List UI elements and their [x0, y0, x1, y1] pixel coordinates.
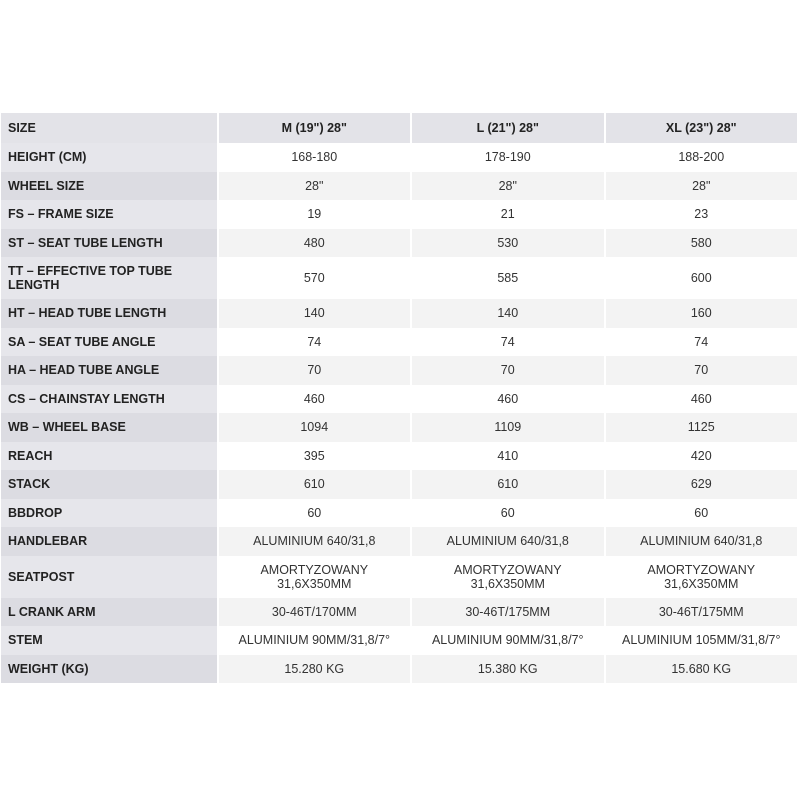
table-row — [1, 200, 797, 229]
row-value-xl: 60 — [606, 499, 798, 528]
row-value-m: 60 — [219, 499, 410, 528]
row-value-xl: 580 — [606, 229, 798, 258]
table-row — [1, 556, 797, 598]
row-value-m: 570 — [219, 257, 410, 299]
row-value-xl: 74 — [606, 328, 798, 357]
row-value-l: AMORTYZOWANY 31,6X350MM — [412, 556, 603, 598]
row-value-m: 140 — [219, 299, 410, 328]
row-value-xl: 1125 — [606, 413, 798, 442]
row-value-l: 30-46T/175MM — [412, 598, 603, 627]
row-value-xl: ALUMINIUM 105MM/31,8/7° — [606, 626, 798, 655]
row-value-m: 70 — [219, 356, 410, 385]
row-value-xl: 460 — [606, 385, 798, 414]
row-value-xl: 70 — [606, 356, 798, 385]
row-value-m: 480 — [219, 229, 410, 258]
table-row — [1, 299, 797, 328]
row-value-xl: 600 — [606, 257, 798, 299]
row-label: WHEEL SIZE — [1, 172, 217, 201]
row-label: L CRANK ARM — [1, 598, 217, 627]
table-row — [1, 356, 797, 385]
row-value-l: 585 — [412, 257, 603, 299]
header-label: SIZE — [1, 113, 217, 143]
row-value-m: 395 — [219, 442, 410, 471]
row-label: HANDLEBAR — [1, 527, 217, 556]
row-label: SEATPOST — [1, 556, 217, 598]
row-value-m: ALUMINIUM 640/31,8 — [219, 527, 410, 556]
header-size-xl: XL (23") 28" — [606, 113, 798, 143]
row-value-l: 410 — [412, 442, 603, 471]
row-value-xl: 188-200 — [606, 143, 798, 172]
row-value-m: AMORTYZOWANY 31,6X350MM — [219, 556, 410, 598]
row-value-l: 70 — [412, 356, 603, 385]
table-row — [1, 442, 797, 471]
row-value-l: 21 — [412, 200, 603, 229]
table-row — [1, 470, 797, 499]
row-value-m: 460 — [219, 385, 410, 414]
row-label: TT – EFFECTIVE TOP TUBE LENGTH — [1, 257, 217, 299]
row-value-m: 30-46T/170MM — [219, 598, 410, 627]
row-label: WB – WHEEL BASE — [1, 413, 217, 442]
table-row — [1, 143, 797, 172]
row-label: HEIGHT (CM) — [1, 143, 217, 172]
row-value-l: 140 — [412, 299, 603, 328]
row-value-m: 15.280 KG — [219, 655, 410, 684]
row-label: CS – CHAINSTAY LENGTH — [1, 385, 217, 414]
header-size-m: M (19") 28" — [219, 113, 410, 143]
row-value-xl: 15.680 KG — [606, 655, 798, 684]
table-row — [1, 413, 797, 442]
row-value-xl: 30-46T/175MM — [606, 598, 798, 627]
row-value-l: 15.380 KG — [412, 655, 603, 684]
row-value-xl: 629 — [606, 470, 798, 499]
header-size-l: L (21") 28" — [412, 113, 603, 143]
row-value-l: 178-190 — [412, 143, 603, 172]
row-value-xl: 420 — [606, 442, 798, 471]
table-row — [1, 257, 797, 299]
row-value-xl: 160 — [606, 299, 798, 328]
row-value-m: 610 — [219, 470, 410, 499]
row-value-m: 74 — [219, 328, 410, 357]
row-label: REACH — [1, 442, 217, 471]
row-value-l: 28" — [412, 172, 603, 201]
row-value-m: 28" — [219, 172, 410, 201]
table-row — [1, 385, 797, 414]
row-value-m: 1094 — [219, 413, 410, 442]
table-header-row — [1, 113, 797, 143]
row-value-xl: ALUMINIUM 640/31,8 — [606, 527, 798, 556]
row-value-l: 610 — [412, 470, 603, 499]
geometry-table-container — [1, 113, 799, 683]
row-value-l: ALUMINIUM 640/31,8 — [412, 527, 603, 556]
row-value-m: ALUMINIUM 90MM/31,8/7° — [219, 626, 410, 655]
row-label: HA – HEAD TUBE ANGLE — [1, 356, 217, 385]
row-label: FS – FRAME SIZE — [1, 200, 217, 229]
row-value-m: 19 — [219, 200, 410, 229]
row-value-xl: AMORTYZOWANY 31,6X350MM — [606, 556, 798, 598]
row-value-l: 530 — [412, 229, 603, 258]
row-value-m: 168-180 — [219, 143, 410, 172]
geometry-table — [0, 113, 799, 683]
row-value-l: 60 — [412, 499, 603, 528]
table-row — [1, 172, 797, 201]
table-row — [1, 598, 797, 627]
row-label: ST – SEAT TUBE LENGTH — [1, 229, 217, 258]
row-value-l: ALUMINIUM 90MM/31,8/7° — [412, 626, 603, 655]
table-row — [1, 229, 797, 258]
row-value-l: 460 — [412, 385, 603, 414]
row-value-xl: 28" — [606, 172, 798, 201]
row-label: SA – SEAT TUBE ANGLE — [1, 328, 217, 357]
table-row — [1, 655, 797, 684]
row-value-l: 1109 — [412, 413, 603, 442]
table-row — [1, 626, 797, 655]
row-label: WEIGHT (KG) — [1, 655, 217, 684]
table-row — [1, 328, 797, 357]
table-row — [1, 499, 797, 528]
table-row — [1, 527, 797, 556]
row-label: STACK — [1, 470, 217, 499]
row-label: BBDROP — [1, 499, 217, 528]
row-value-l: 74 — [412, 328, 603, 357]
row-label: HT – HEAD TUBE LENGTH — [1, 299, 217, 328]
row-value-xl: 23 — [606, 200, 798, 229]
row-label: STEM — [1, 626, 217, 655]
